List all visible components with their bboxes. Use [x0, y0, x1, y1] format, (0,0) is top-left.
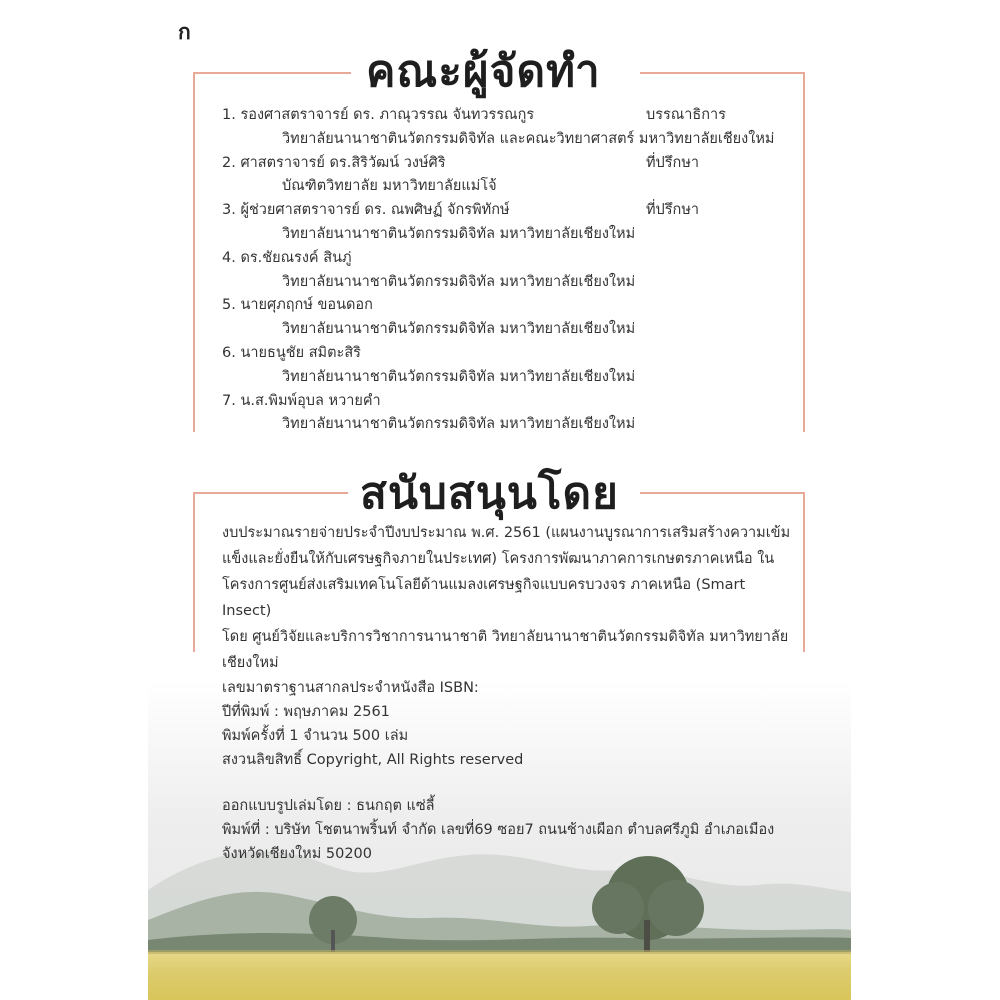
support-frame-left: [193, 492, 195, 652]
staff-heading: คณะผู้จัดทำ: [366, 46, 601, 97]
staff-frame-left: [193, 72, 195, 432]
staff-name: 1. รองศาสตราจารย์ ดร. ภาณุวรรณ จันทวรรณกูร: [222, 107, 535, 123]
staff-member-3: [222, 199, 782, 223]
printer-address-line: จังหวัดเชียงใหม่ 50200: [222, 846, 372, 862]
staff-name: 4. ดร.ชัยณรงค์ สินภู่: [222, 249, 352, 266]
edition-line: พิมพ์ครั้งที่ 1 จำนวน 500 เล่ม: [222, 728, 409, 744]
support-heading: สนับสนุนโดย: [360, 468, 619, 519]
staff-member-5: [222, 294, 782, 318]
staff-affiliation: บัณฑิตวิทยาลัย มหาวิทยาลัยแม่โจ้: [282, 178, 497, 195]
support-frame-top-right: [640, 492, 805, 494]
staff-member-2: [222, 152, 782, 176]
staff-member-7: [222, 390, 782, 414]
print-year-line: ปีที่พิมพ์ : พฤษภาคม 2561: [222, 704, 390, 720]
support-text: [222, 520, 792, 676]
staff-affiliation: วิทยาลัยนานาชาตินวัตกรรมดิจิทัล มหาวิทยาลัยเชียงใหม่: [282, 273, 636, 290]
support-line: งบประมาณรายจ่ายประจำปีงบประมาณ พ.ศ. 2561 (แผนงานบูรณาการเสริมสร้างความเข้ม: [222, 525, 791, 541]
staff-role: บรรณาธิการ: [646, 107, 726, 123]
printer-line: พิมพ์ที่ : บริษัท โชตนาพริ้นท์ จำกัด เลขที่69 ซอย7 ถนนช้างเผือก ตำบลศรีภูมิ อำเภอเมือง: [222, 822, 775, 838]
staff-frame-top-right: [640, 72, 805, 74]
publication-info: [222, 676, 802, 772]
staff-role: ที่ปรึกษา: [646, 154, 700, 171]
support-line: โครงการศูนย์ส่งเสริมเทคโนโลยีด้านแมลงเศรษฐกิจแบบครบวงจร ภาคเหนือ (Smart Insect): [222, 577, 746, 619]
staff-name: 6. นายธนูชัย สมิตะสิริ: [222, 344, 361, 361]
staff-member-4: [222, 247, 782, 271]
staff-frame-top-left: [193, 72, 351, 74]
staff-role: ที่ปรึกษา: [646, 202, 700, 219]
support-line: เชียงใหม่: [222, 655, 279, 671]
isbn-line: เลขมาตราฐานสากลประจำหนังสือ ISBN:: [222, 680, 479, 696]
staff-affiliation: วิทยาลัยนานาชาตินวัตกรรมดิจิทัล และคณะวิทยาศาสตร์ มหาวิทยาลัยเชียงใหม่: [282, 130, 775, 147]
staff-list: [222, 104, 782, 437]
staff-name: 3. ผู้ช่วยศาสตราจารย์ ดร. ณพศิษฏ์ จักรพิทักษ์: [222, 202, 510, 219]
staff-name: 2. ศาสตราจารย์ ดร.สิริวัฒน์ วงษ์ศิริ: [222, 154, 446, 171]
designer-line: ออกแบบรูปเล่มโดย : ธนกฤต แซ่ลี้: [222, 798, 435, 814]
design-printing-info: [222, 794, 822, 866]
staff-affiliation: วิทยาลัยนานาชาตินวัตกรรมดิจิทัล มหาวิทยาลัยเชียงใหม่: [282, 225, 636, 242]
staff-affiliation: วิทยาลัยนานาชาตินวัตกรรมดิจิทัล มหาวิทยาลัยเชียงใหม่: [282, 416, 636, 433]
staff-name: 5. นายศุภฤกษ์ ขอนดอก: [222, 297, 373, 314]
staff-affiliation: วิทยาลัยนานาชาตินวัตกรรมดิจิทัล มหาวิทยาลัยเชียงใหม่: [282, 321, 636, 338]
support-frame-top-left: [193, 492, 348, 494]
staff-member-1: [222, 104, 782, 128]
support-frame-right: [803, 492, 805, 652]
support-line: แข็งและยั่งยืนให้กับเศรษฐกิจภายในประเทศ) โครงการพัฒนาภาคการเกษตรภาคเหนือ ใน: [222, 551, 775, 567]
staff-frame-right: [803, 72, 805, 432]
staff-member-6: [222, 342, 782, 366]
staff-affiliation: วิทยาลัยนานาชาตินวัตกรรมดิจิทัล มหาวิทยาลัยเชียงใหม่: [282, 368, 636, 385]
copyright-line: สงวนลิขสิทธิ์ Copyright, All Rights reserved: [222, 752, 524, 768]
support-line: โดย ศูนย์วิจัยและบริการวิชาการนานาชาติ วิทยาลัยนานาชาตินวัตกรรมดิจิทัล มหาวิทยาลัย: [222, 629, 789, 645]
page-letter: ก: [178, 20, 191, 44]
staff-name: 7. น.ส.พิมพ์อุบล หวายคำ: [222, 392, 381, 409]
